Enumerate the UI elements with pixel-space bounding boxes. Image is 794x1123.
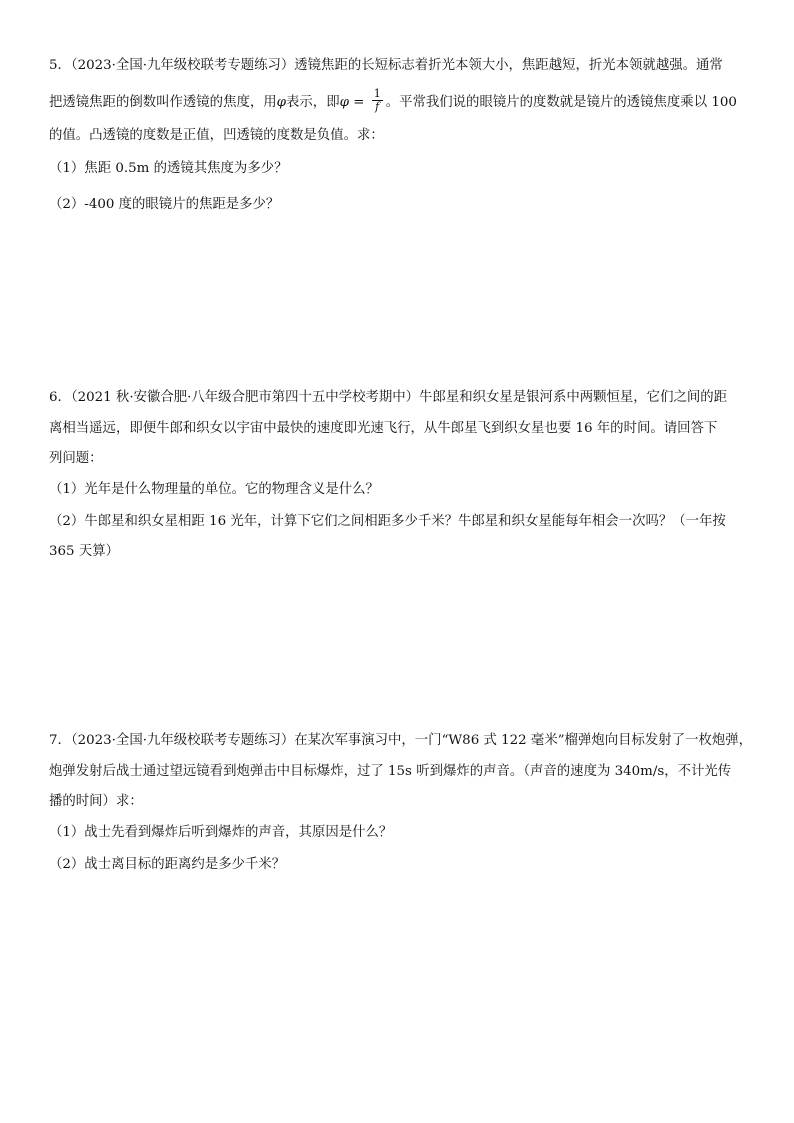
equals-sign: = — [348, 95, 369, 110]
q7-subquestion-1: （1）战士先看到爆炸后听到爆炸的声音，其原因是什么？ — [49, 825, 393, 840]
phi-symbol: φ — [339, 95, 349, 110]
q6-subquestion-2-line2: 365 天算） — [49, 544, 119, 559]
q5-line3: 的值。凸透镜的度数是正值，凹透镜的度数是负值。求： — [49, 128, 384, 143]
q5-line2-a: 把透镜焦距的倒数叫作透镜的焦度，用 — [49, 95, 277, 110]
q5-line2-c: 。平常我们说的眼镜片的度数就是镜片的透镜焦度乘以 100 — [385, 95, 737, 110]
q5-line2 — [49, 87, 737, 115]
q7-line1: 7．（2023·全国·九年级校联考专题练习）在某次军事演习中，一门“W86 式 122 毫米”榴弹炮向目标发射了一枚炮弹， — [49, 733, 753, 748]
q7-line3: 播的时间）求： — [49, 794, 143, 809]
q5-line1: 5．（2023·全国·九年级校联考专题练习）透镜焦距的长短标志着折光本领大小，焦距越短，折光本领就越强。通常 — [49, 58, 723, 73]
q7-line2: 炮弹发射后战士通过望远镜看到炮弹击中目标爆炸，过了 15s 听到爆炸的声音。（声音的速度为 340m/s，不计光传 — [49, 764, 732, 779]
fraction-numerator: 1 — [373, 87, 381, 100]
q6-line1: 6．（2021 秋·安徽合肥·八年级合肥市第四十五中学校考期中）牛郎星和织女星是银河系中两颗恒星，它们之间的距 — [49, 390, 728, 405]
q6-line3: 列问题： — [49, 451, 103, 466]
q6-subquestion-2-line1: （2）牛郎星和织女星相距 16 光年，计算下它们之间相距多少千米？牛郎星和织女星能每年相会一次吗？（一年按 — [49, 514, 726, 529]
fraction-denominator: f — [375, 100, 380, 113]
q5-line2-b: 表示，即 — [286, 95, 340, 110]
phi-symbol: φ — [276, 95, 287, 110]
q5-subquestion-1: （1）焦距 0.5m 的透镜其焦度为多少？ — [49, 161, 288, 176]
q7-subquestion-2: （2）战士离目标的距离约是多少千米？ — [49, 857, 286, 872]
q5-subquestion-2: （2）-400 度的眼镜片的焦距是多少？ — [49, 197, 280, 212]
q6-subquestion-1: （1）光年是什么物理量的单位。它的物理含义是什么？ — [49, 482, 379, 497]
fraction-one-over-f — [372, 88, 383, 113]
q6-line2: 离相当遥远，即便牛郎和织女以宇宙中最快的速度即光速飞行，从牛郎星飞到织女星也要 16 年的时间。请回答下 — [49, 421, 718, 436]
